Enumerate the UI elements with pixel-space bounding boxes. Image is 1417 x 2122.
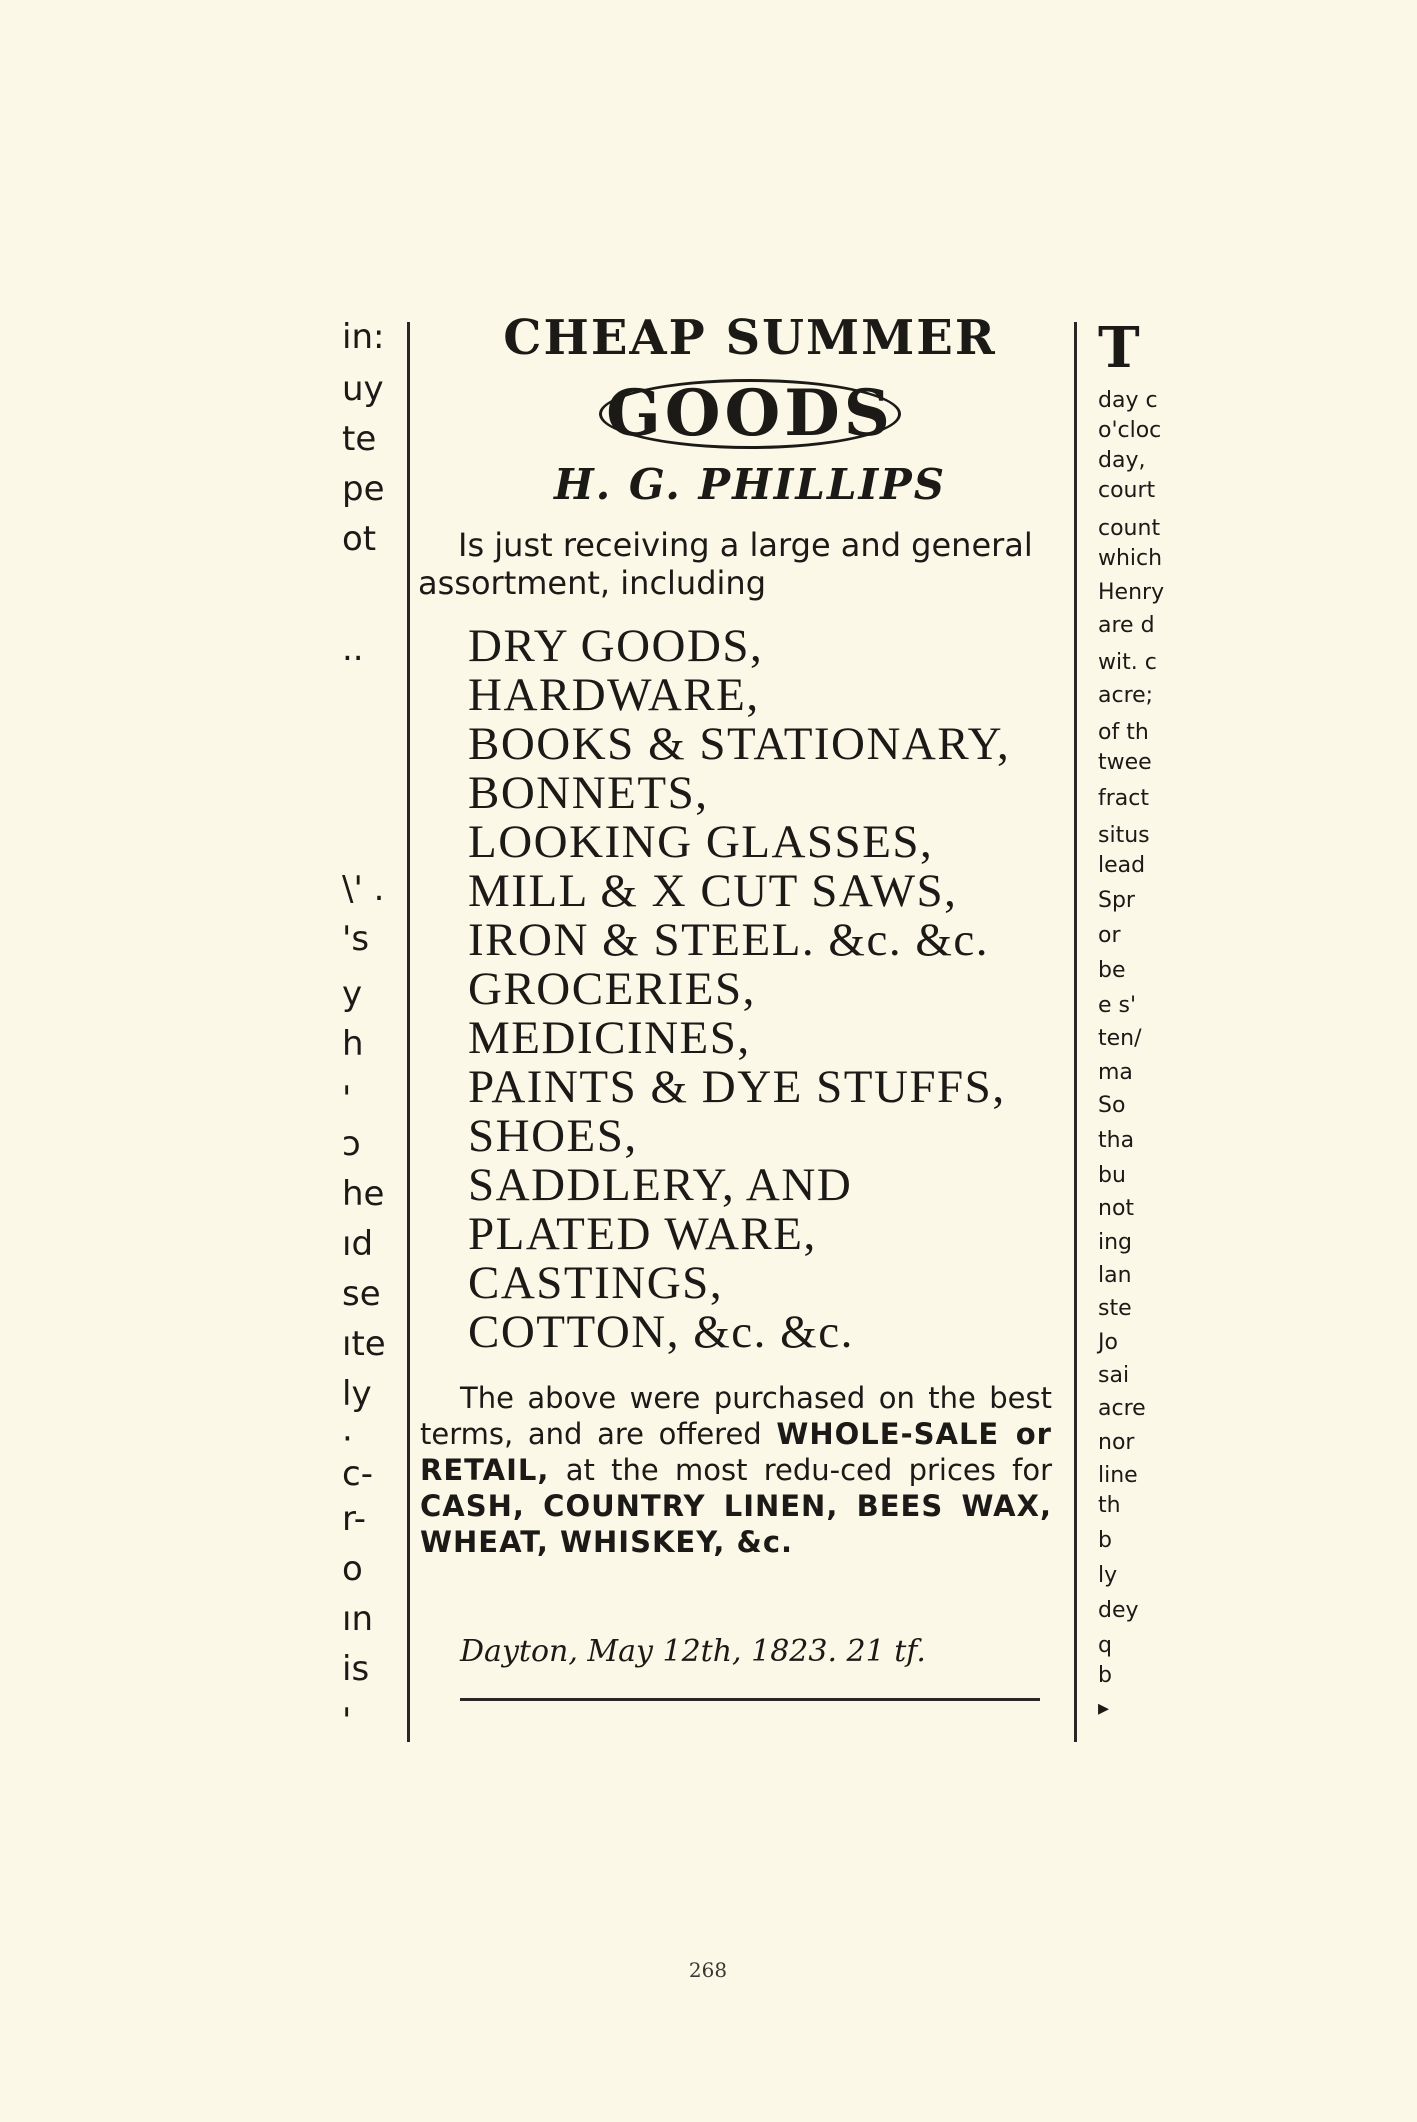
left-fragment: ' [342, 1701, 352, 1741]
ad-intro-line: Is just receiving a large and general [458, 526, 1033, 564]
left-fragment: ' [342, 1079, 352, 1119]
right-fragment: sai [1098, 1363, 1130, 1388]
right-fragment: which [1098, 546, 1163, 571]
right-fragment: dey [1098, 1598, 1139, 1623]
right-fragment: tha [1098, 1128, 1135, 1153]
goods-item: BOOKS & STATIONARY, [468, 718, 1011, 770]
ad-notice-emphasis: CASH, COUNTRY LINEN, BEES WAX, WHEAT, WHISKEY, &c. [420, 1489, 1052, 1559]
right-fragment: count [1098, 516, 1161, 541]
right-fragment: ing [1098, 1230, 1133, 1255]
right-fragment: Spr [1098, 888, 1135, 913]
left-fragment: ot [342, 519, 377, 559]
left-fragment: r- [342, 1499, 367, 1539]
ad-title: CHEAP SUMMER [503, 310, 997, 366]
right-fragment: situs [1098, 823, 1150, 848]
goods-item: BONNETS, [468, 767, 709, 819]
left-fragment: c- [342, 1454, 373, 1494]
right-fragment: b [1098, 1663, 1112, 1688]
right-fragment: wit. c [1098, 650, 1157, 675]
left-fragment: se [342, 1274, 381, 1314]
right-fragment: bu [1098, 1163, 1126, 1188]
right-fragment: b [1098, 1528, 1112, 1553]
right-fragment: not [1098, 1196, 1135, 1221]
ad-notice-text: The above were purchased on the best terms, and are offered [420, 1381, 1052, 1451]
right-fragment: day c [1098, 388, 1158, 413]
right-fragment: ▸ [1098, 1696, 1110, 1721]
right-column-fragments [1090, 315, 1190, 1760]
right-fragment: ma [1098, 1060, 1133, 1085]
left-fragment: 's [342, 919, 370, 959]
left-fragment: te [342, 419, 377, 459]
ad-notice [420, 1380, 1052, 1560]
left-fragment: ın [342, 1599, 373, 1639]
goods-item: IRON & STEEL. &c. &c. [468, 914, 990, 966]
goods-item: PLATED WARE, [468, 1208, 817, 1260]
right-fragment: are d [1098, 613, 1155, 638]
left-fragment: uy [342, 369, 384, 409]
left-column-fragments [322, 312, 400, 1752]
right-fragment: q [1098, 1633, 1112, 1658]
left-fragment: h [342, 1024, 364, 1064]
right-fragment: e s' [1098, 993, 1137, 1018]
right-fragment: ten/ [1098, 1026, 1142, 1051]
goods-item: MEDICINES, [468, 1012, 751, 1064]
right-dropcap: T [1098, 315, 1140, 381]
ad-intro-line: assortment, including [418, 564, 766, 602]
left-fragment: o [342, 1549, 363, 1589]
right-fragment: court [1098, 478, 1156, 503]
right-fragment: acre [1098, 1396, 1146, 1421]
goods-item: PAINTS & DYE STUFFS, [468, 1061, 1006, 1113]
right-fragment: twee [1098, 750, 1152, 775]
goods-list [468, 622, 1068, 1357]
page-number: 268 [688, 1958, 728, 1982]
right-fragment: fract [1098, 786, 1149, 811]
ad-notice-text: at the most redu-ced prices for [565, 1453, 1053, 1487]
right-fragment: line [1098, 1463, 1138, 1488]
goods-item: CASTINGS, [468, 1257, 724, 1309]
ad-merchant-name: H. G. PHILLIPS [553, 460, 947, 509]
right-fragment: o'cloc [1098, 418, 1162, 443]
left-column-rule [407, 322, 410, 1742]
right-fragment: acre; [1098, 683, 1154, 708]
ad-notice-emphasis: WHOLE-SALE or RETAIL, [420, 1417, 1052, 1487]
goods-item: MILL & X CUT SAWS, [468, 865, 958, 917]
left-fragment: y [342, 974, 363, 1014]
left-fragment: ıte [342, 1324, 386, 1364]
left-fragment: pe [342, 469, 385, 509]
right-fragment: nor [1098, 1430, 1135, 1455]
right-column-rule [1074, 322, 1077, 1742]
ad-intro [418, 526, 1058, 602]
left-fragment: he [342, 1174, 385, 1214]
ad-goods-heading-text: GOODS [599, 379, 901, 449]
goods-item: LOOKING GLASSES, [468, 816, 934, 868]
right-fragment: So [1098, 1093, 1126, 1118]
left-fragment: ly [342, 1374, 372, 1414]
left-fragment: in: [342, 317, 385, 357]
right-fragment: be [1098, 958, 1126, 983]
right-fragment: th [1098, 1493, 1121, 1518]
right-fragment: lead [1098, 853, 1146, 878]
right-fragment: Henry [1098, 580, 1165, 605]
right-fragment: lan [1098, 1263, 1132, 1288]
goods-item: SHOES, [468, 1110, 638, 1162]
left-fragment: ıd [342, 1224, 374, 1264]
goods-item: SADDLERY, AND [468, 1159, 853, 1211]
right-fragment: or [1098, 923, 1121, 948]
left-fragment: .. [342, 629, 364, 669]
right-fragment: Jo [1098, 1330, 1118, 1355]
right-fragment: day, [1098, 448, 1146, 473]
left-fragment: ɔ [342, 1124, 361, 1164]
right-fragment: ste [1098, 1296, 1132, 1321]
ad-bottom-rule [460, 1698, 1040, 1701]
goods-item: HARDWARE, [468, 669, 760, 721]
advertisement [420, 300, 1060, 1740]
left-fragment: · [342, 1419, 353, 1459]
goods-item: COTTON, &c. &c. [468, 1306, 854, 1358]
ad-goods-heading [480, 376, 1020, 451]
right-fragment: ly [1098, 1563, 1118, 1588]
goods-item: GROCERIES, [468, 963, 756, 1015]
ad-dateline: Dayton, May 12th, 1823. 21 tf. [460, 1634, 926, 1669]
goods-item: DRY GOODS, [468, 620, 764, 672]
right-fragment: of th [1098, 720, 1149, 745]
left-fragment: \' . [342, 869, 385, 909]
left-fragment: is [342, 1649, 370, 1689]
